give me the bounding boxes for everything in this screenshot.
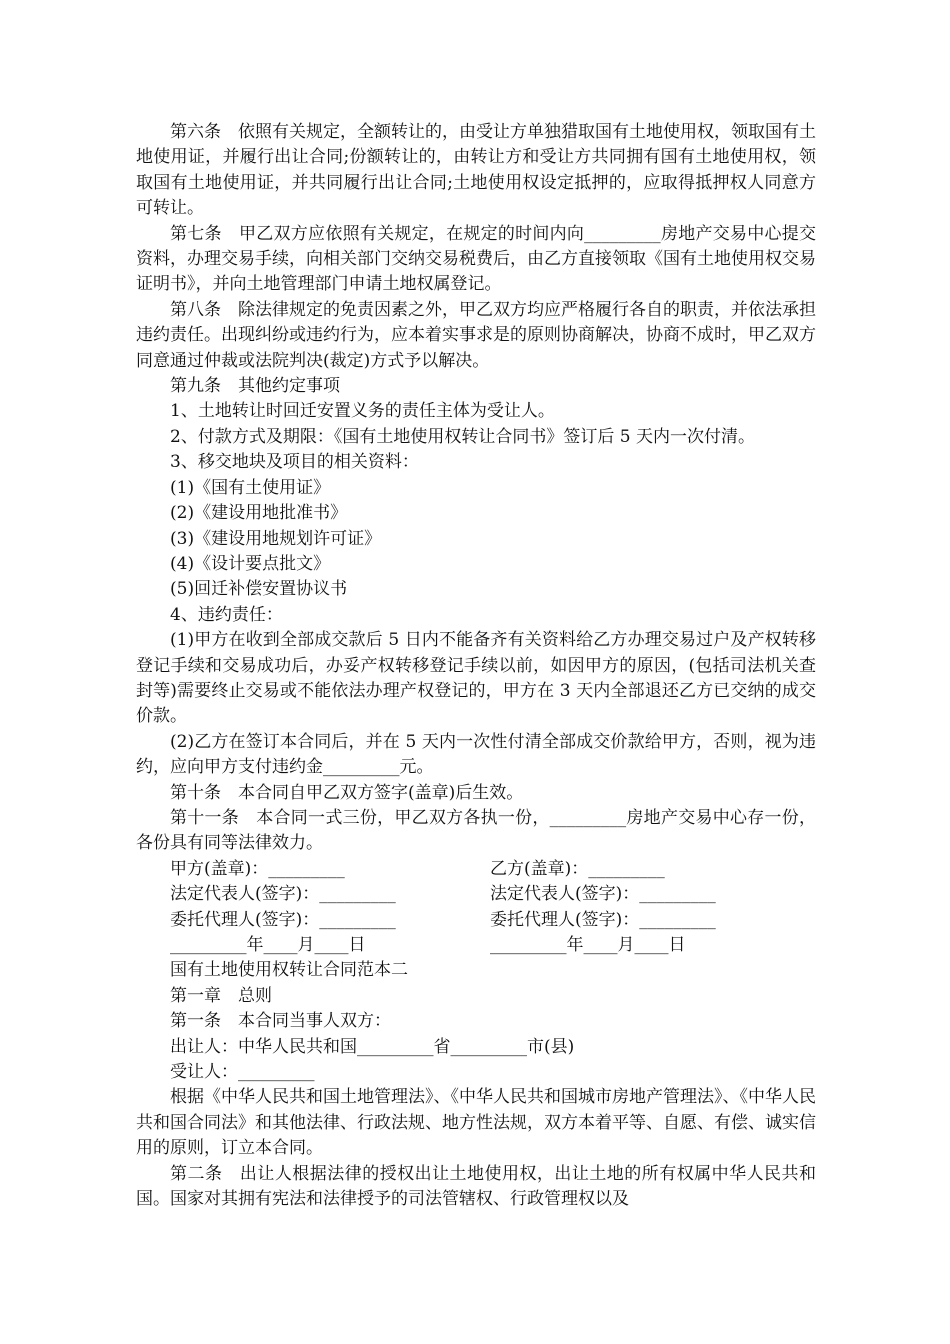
party-a-agent: 委托代理人(签字)：_________ [170,909,396,930]
breach-1: (1)甲方在收到全部成交款后 5 日内不能备齐有关资料给乙方办理交易过户及产权转移登记手续和交易成功后，办妥产权转移登记手续以前，如因甲方的原因，(包括司法机关查封等)需要终止交易或不能依法办理产权登记的，甲方在 3 天内全部退还乙方已交纳的成交价款。 [136,630,816,727]
article-11: 第十一条 本合同一式三份，甲乙双方各执一份，_________房地产交易中心存一份，各份具有同等法律效力。 [136,807,816,854]
item-4: 4、违约责任： [170,604,283,625]
doc-2: (2)《建设用地批准书》 [170,503,348,524]
signature-row-date [136,933,816,958]
item-2: 2、付款方式及期限：《国有土地使用权转让合同书》签订后 5 天内一次付清。 [170,426,755,447]
party-a-representative: 法定代表人(签字)：_________ [170,884,396,905]
party-a-date: _________年____月____日 [170,935,366,955]
grantor-line: 出让人：中华人民共和国_________省_________市(县) [170,1036,575,1057]
signature-row-party [136,857,816,882]
party-b-representative: 法定代表人(签字)：_________ [490,884,716,905]
party-b-agent: 委托代理人(签字)：_________ [490,909,716,930]
legal-basis: 根据《中华人民共和国土地管理法》、《中华人民共和国城市房地产管理法》、《中华人民共和国合同法》和其他法律、行政法规、地方性法规，双方本着平等、自愿、有偿、诚实信用的原则，订立本合同。 [136,1087,816,1159]
doc-3: (3)《建设用地规划许可证》 [170,528,382,549]
sample-2-article-2: 第二条 出让人根据法律的授权出让土地使用权，出让土地的所有权属中华人民共和国。国家对其拥有宪法和法律授予的司法管辖权、行政管理权以及 [136,1163,816,1210]
doc-1: (1)《国有土使用证》 [170,477,331,498]
article-6: 第六条 依照有关规定，全额转让的，由受让方单独猎取国有土地使用权，领取国有土地使用证，并履行出让合同;份额转让的，由转让方和受让方共同拥有国有土地使用权，领取国有土地使用证，并共同履行出让合同;土地使用权设定抵押的，应取得抵押权人同意方可转让。 [136,122,816,219]
article-7: 第七条 甲乙双方应依照有关规定，在规定的时间内向_________房地产交易中心提交资料，办理交易手续，向相关部门交纳交易税费后，由乙方直接领取《国有土地使用权交易证明书》，并向土地管理部门申请土地权属登记。 [136,223,816,295]
party-b-date: _________年____月____日 [490,935,686,955]
item-3: 3、移交地块及项目的相关资料： [170,452,419,473]
party-a-seal: 甲方(盖章)：_________ [170,858,345,879]
signature-row-representative [136,882,816,907]
grantee-line: 受让人：_________ [170,1062,315,1083]
article-10: 第十条 本合同自甲乙双方签字(盖章)后生效。 [170,782,524,803]
article-8: 第八条 除法律规定的免责因素之外，甲乙双方均应严格履行各自的职责，并依法承担违约责任。出现纠纷或违约行为，应本着实事求是的原则协商解决，协商不成时，甲乙双方同意通过仲裁或法院判决(裁定)方式予以解决。 [136,299,816,371]
article-9: 第九条 其他约定事项 [170,376,340,397]
sample-2-title: 国有土地使用权转让合同范本二 [170,960,408,981]
item-1: 1、土地转让时回迁安置义务的责任主体为受让人。 [170,401,555,422]
party-b-seal: 乙方(盖章)：_________ [490,858,665,879]
signature-row-agent [136,908,816,933]
breach-2: (2)乙方在签订本合同后，并在 5 天内一次性付清全部成交价款给甲方，否则，视为违约，应向甲方支付违约金_________元。 [136,731,816,778]
sample-2-article-1: 第一条 本合同当事人双方： [170,1011,391,1032]
document-page [136,120,816,1212]
doc-4: (4)《设计要点批文》 [170,553,331,574]
chapter-1-heading: 第一章 总则 [170,985,272,1006]
doc-5: (5)回迁补偿安置协议书 [170,579,348,600]
